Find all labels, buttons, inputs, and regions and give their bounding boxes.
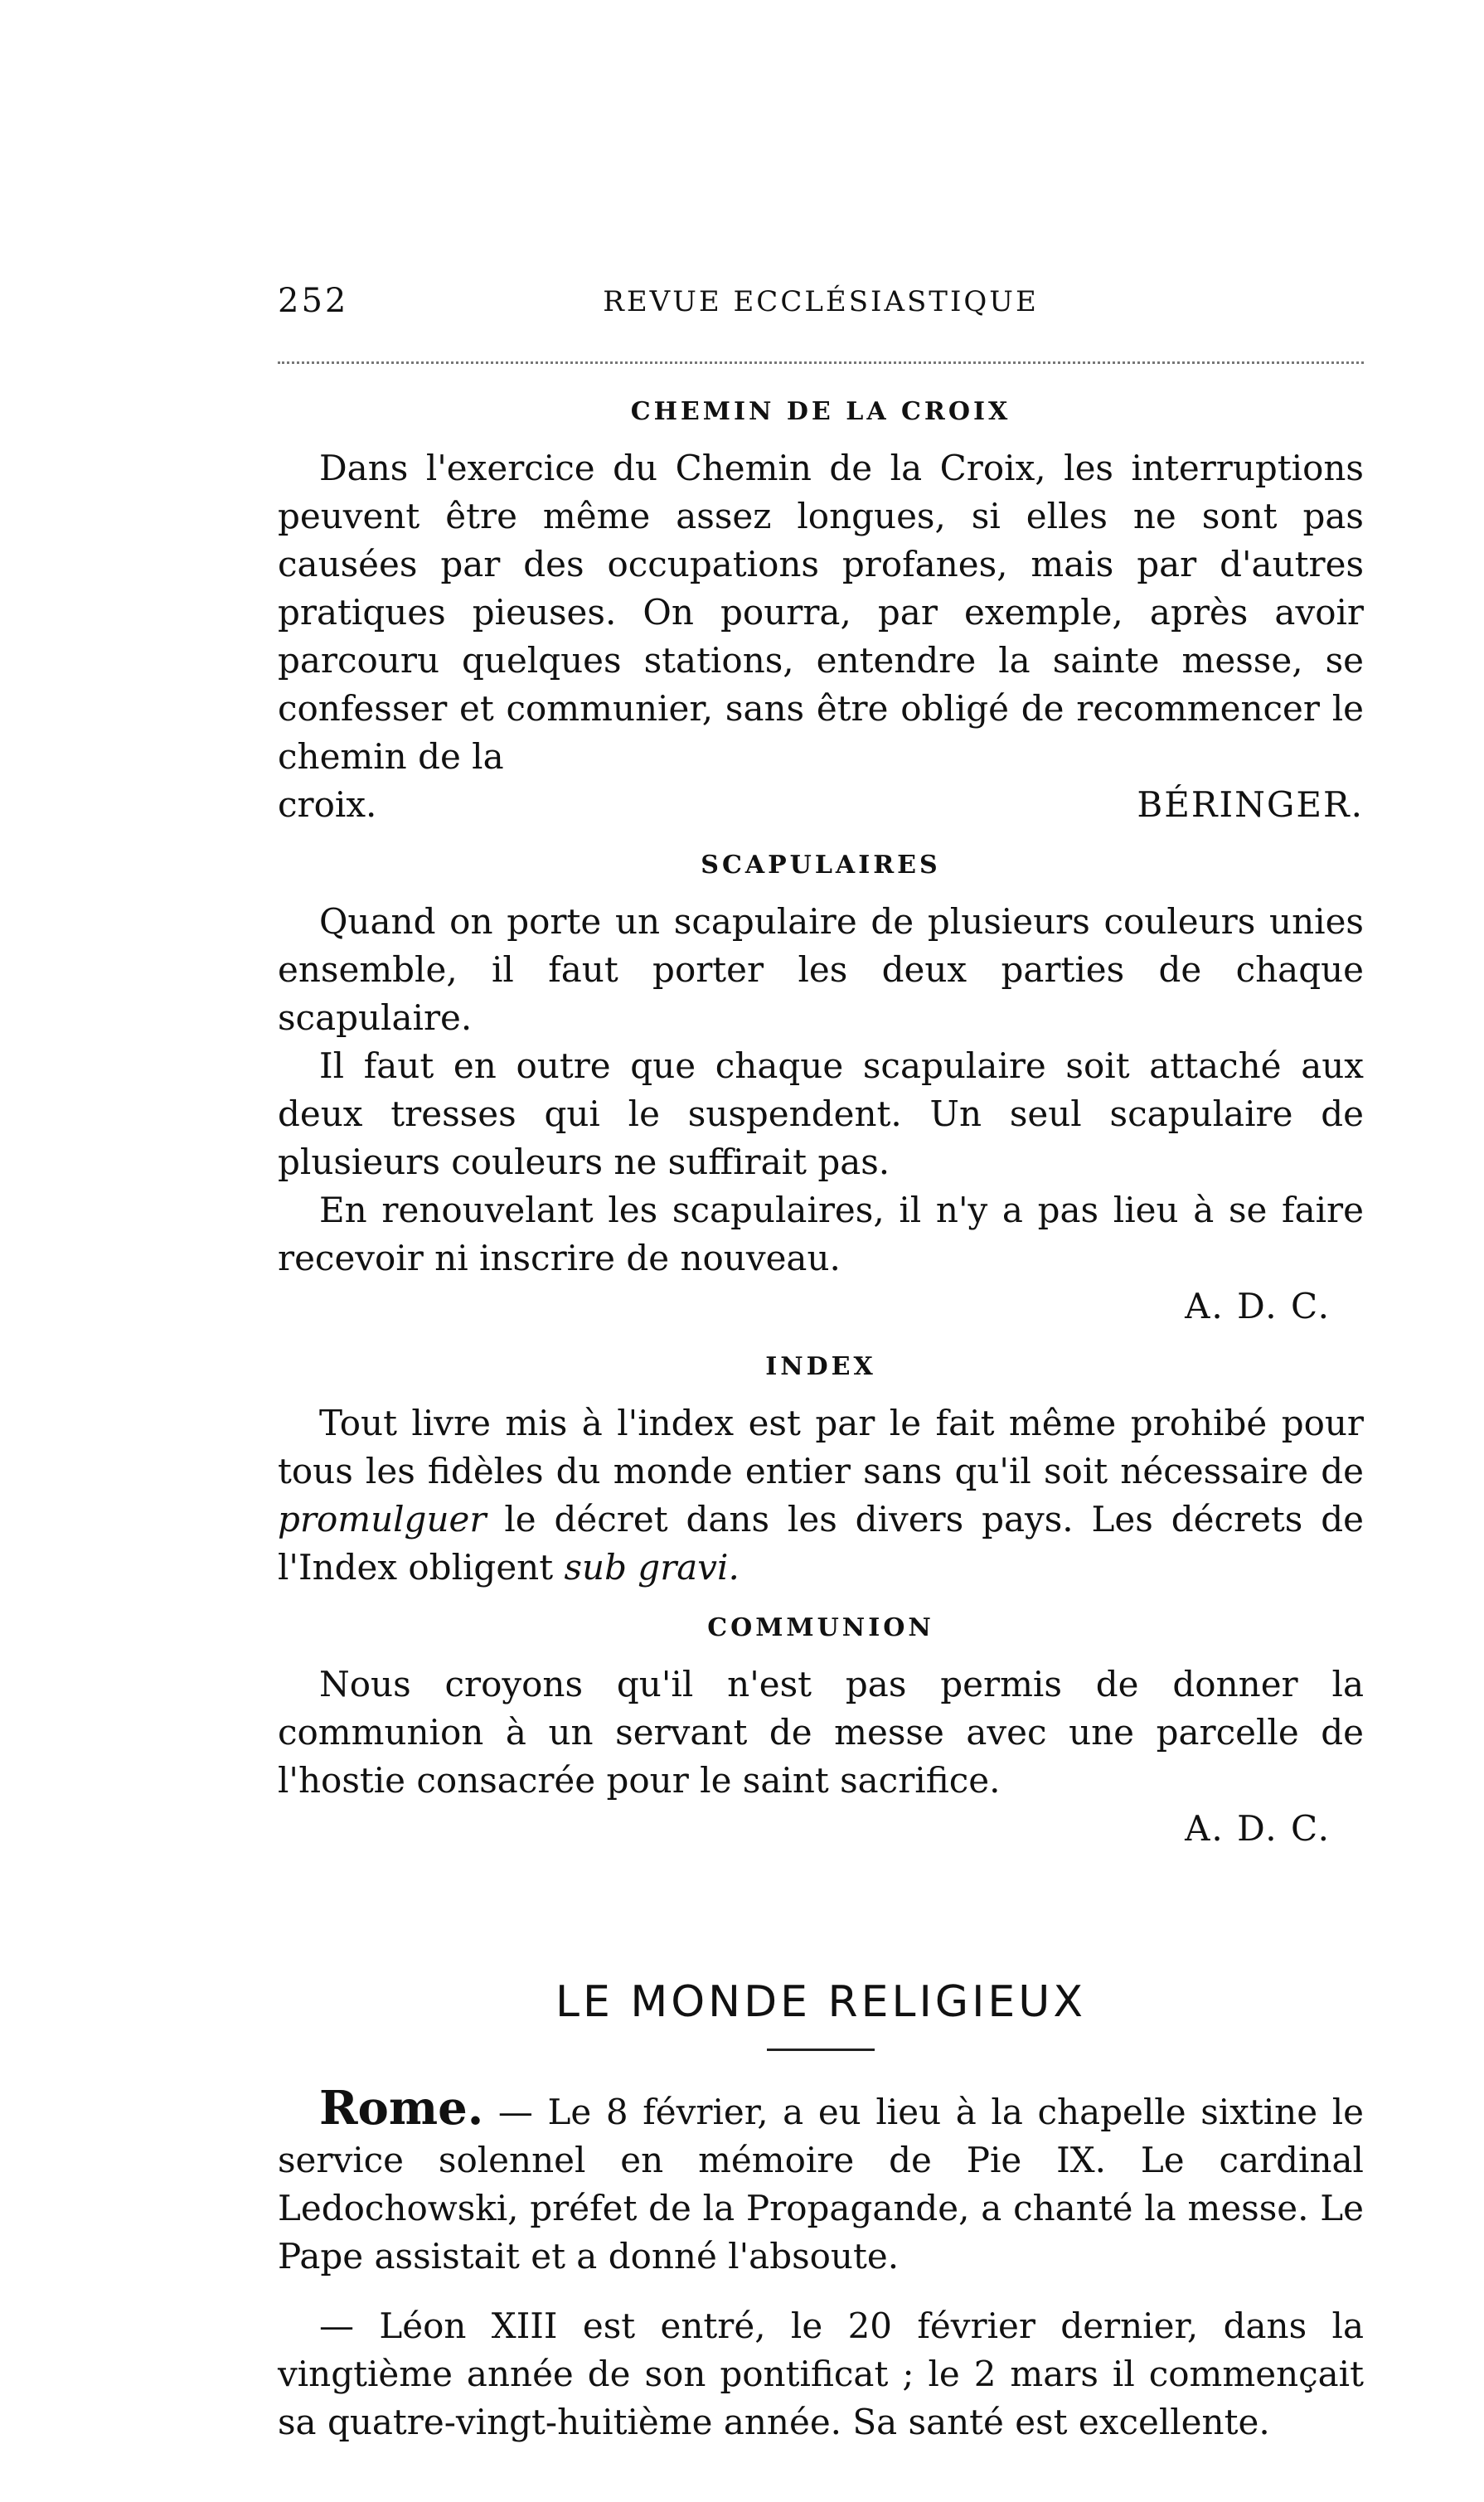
- rome-lead: Rome.: [319, 2081, 484, 2136]
- signature-communion: A. D. C.: [1185, 1808, 1331, 1849]
- signature-scapulaires: A. D. C.: [1185, 1286, 1331, 1326]
- closing-line-communion: [278, 1805, 1364, 1853]
- paragraph-scapulaires-2: Il faut en outre que chaque scapulaire soit attaché aux deux tresses qui le suspendent. Un seul scapulaire de plusieurs couleurs ne suffirait pas.: [278, 1045, 1364, 1182]
- closing-text-scapulaires: En renouvelant les scapulaires, il n'y a pas lieu à se faire recevoir ni inscrire de nouveau.: [278, 1190, 1364, 1278]
- running-head: [278, 282, 1364, 332]
- index-text-a: Tout livre mis à l'index est par le fait même prohibé pour tous les fidèles du monde entier sans qu'il soit nécessaire de: [278, 1403, 1364, 1491]
- closing-line-chemin: [278, 781, 1364, 829]
- index-text-italic-1: promulguer: [278, 1499, 487, 1540]
- section-heading-communion: COMMUNION: [707, 1613, 934, 1642]
- paragraph-chemin: Dans l'exercice du Chemin de la Croix, les interruptions peuvent être même assez longues, si elles ne sont pas causées par des occupations profanes, mais par d'autres pratiques pieuses. On pourra, par exemple, après avoir parcouru quelques stations, entendre la sainte messe, se confesser et communier, sans être obligé de recommencer le chemin de la: [278, 448, 1364, 777]
- closing-line-scapulaires: [278, 1283, 1364, 1331]
- signature-chemin: BÉRINGER.: [1137, 784, 1364, 825]
- closing-text-chemin: croix.: [278, 784, 377, 825]
- paragraph-scapulaires-1: Quand on porte un scapulaire de plusieurs couleurs unies ensemble, il faut porter les deux parties de chaque scapulaire.: [278, 901, 1364, 1038]
- paragraph-index: [278, 1399, 1364, 1592]
- title-underline: [767, 2049, 875, 2051]
- paragraph-rome: [278, 2081, 1364, 2281]
- paragraph-leon: — Léon XIII est entré, le 20 février dernier, dans la vingtième année de son pontificat ; le 2 mars il commençait sa quatre-vingt-huitième année. Sa santé est excellente.: [278, 2306, 1364, 2442]
- paragraph-communion: Nous croyons qu'il n'est pas permis de donner la communion à un servant de messe avec une parcelle de l'hostie consacrée pour le saint sacrifice.: [278, 1664, 1364, 1801]
- index-text-italic-2: sub gravi.: [564, 1547, 740, 1588]
- monde-religieux-title: LE MONDE RELIGIEUX: [555, 1977, 1086, 2027]
- section-heading-scapulaires: SCAPULAIRES: [701, 851, 941, 880]
- header-divider: [278, 361, 1364, 364]
- document-page: [278, 282, 1364, 2446]
- section-heading-index: INDEX: [765, 1352, 876, 1381]
- section-heading-chemin: CHEMIN DE LA CROIX: [630, 397, 1011, 426]
- journal-title: REVUE ECCLÉSIASTIQUE: [603, 285, 1039, 318]
- index-text-c: le décret dans les divers pays. Les décrets de l'Index obligent: [278, 1499, 1364, 1588]
- page-number: 252: [278, 282, 349, 320]
- rome-text: — Le 8 février, a eu lieu à la chapelle sixtine le service solennel en mémoire de Pie IX. Le cardinal Ledochowski, préfet de la Propagande, a chanté la messe. Le Pape assistait et a donné l'absoute.: [278, 2092, 1364, 2277]
